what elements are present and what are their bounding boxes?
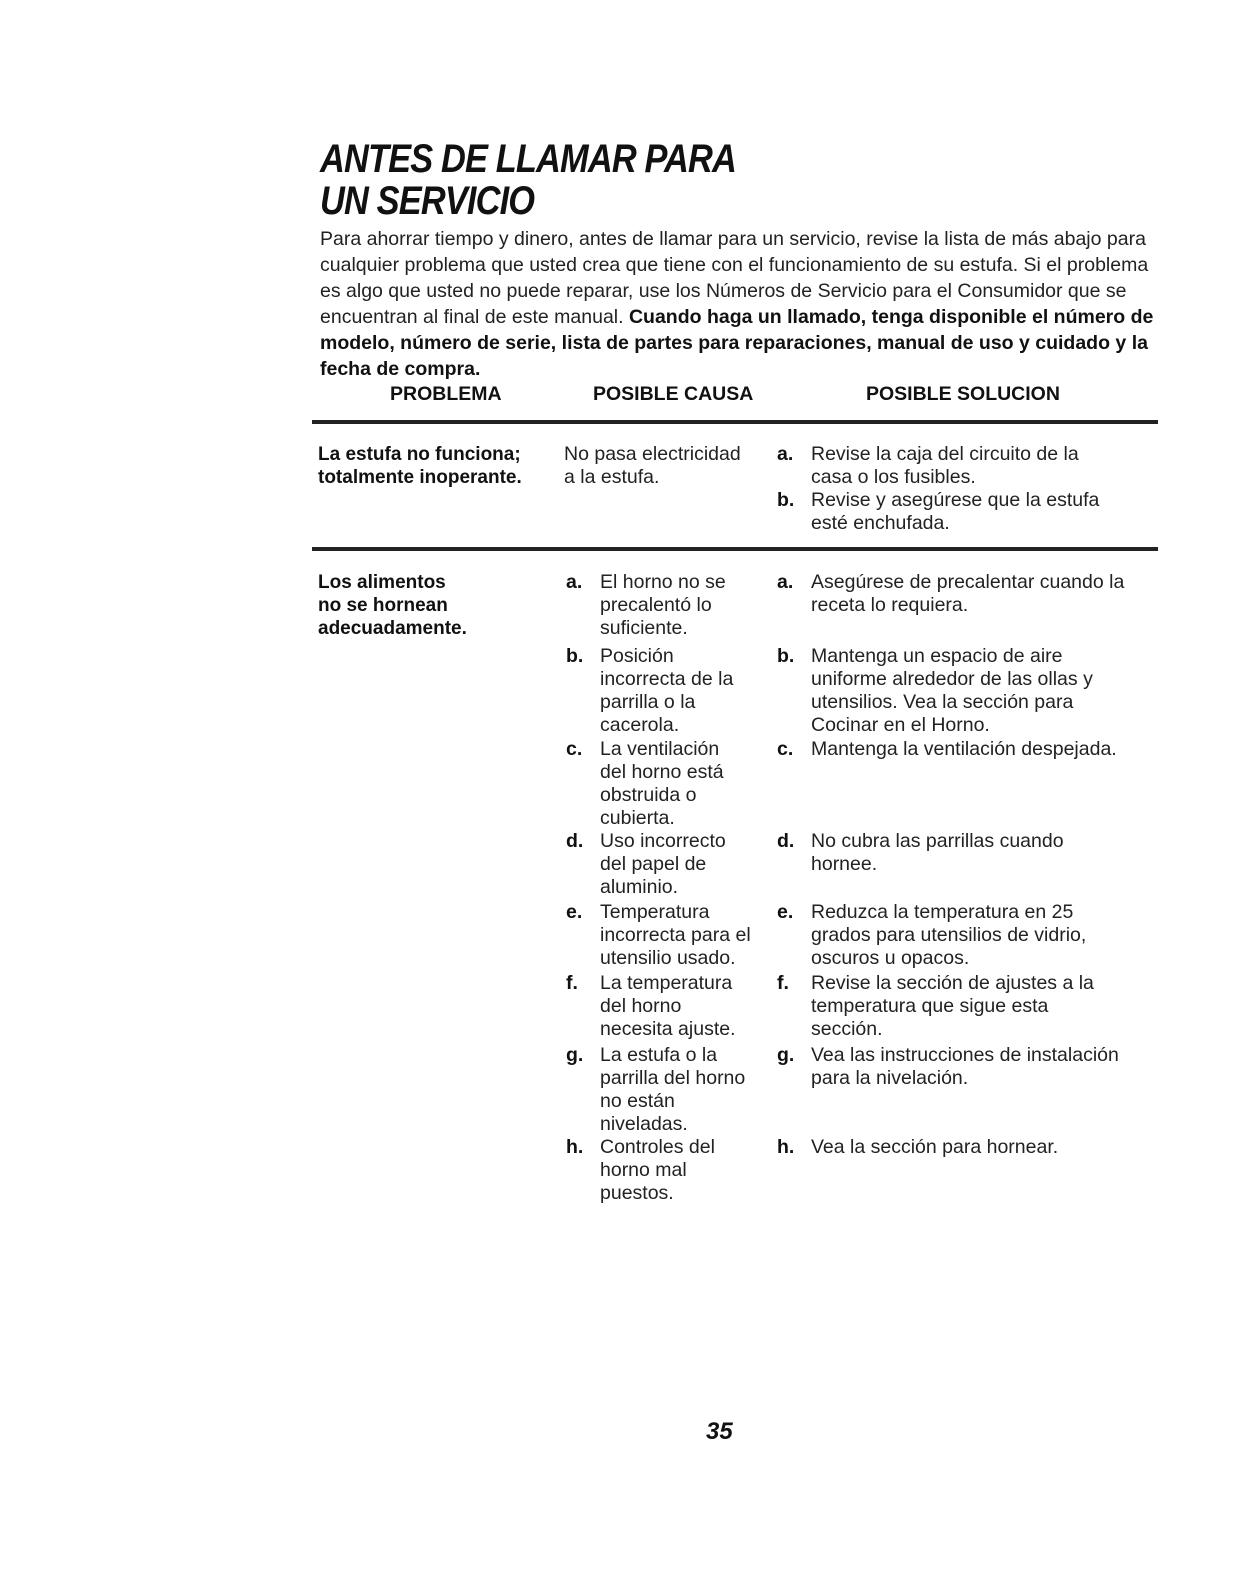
item-letter: h. [777,1136,795,1158]
item-line: Temperatura [600,901,710,923]
row2-solution-f [777,972,1094,1041]
item-line: Controles del [600,1136,715,1158]
item-line: No cubra las parrillas cuando [811,830,1064,852]
item-letter: g. [566,1044,584,1066]
row2-cause-g [566,1044,745,1136]
item-line: Cocinar en el Horno. [811,714,990,736]
item-line: horno mal [600,1159,687,1181]
row2-cause-e [566,901,751,970]
row1-cause-line: a la estufa. [564,466,660,488]
item-line: oscuros u opacos. [811,947,970,969]
item-line: utensilios. Vea la sección para [811,691,1074,713]
item-line: para la nivelación. [811,1067,969,1089]
row2-cause-c [566,738,724,830]
item-letter: c. [777,738,794,760]
item-line: puestos. [600,1182,674,1204]
item-letter: e. [566,901,583,923]
row2-cause-h [566,1136,715,1205]
item-line: hornee. [811,853,878,875]
item-line: niveladas. [600,1113,688,1135]
item-line: Revise la caja del circuito de la [811,443,1079,465]
page-number: 35 [706,1418,733,1445]
item-line: cacerola. [600,714,680,736]
table-top-rule [312,420,1158,424]
item-line: Uso incorrecto [600,830,726,852]
row2-solution-e [777,901,1086,970]
title-line-1: ANTES DE LLAMAR PARA [320,137,736,181]
item-line: parrilla o la [600,691,696,713]
item-letter: f. [566,972,578,994]
item-letter: b. [777,489,795,511]
item-line: necesita ajuste. [600,1018,736,1040]
item-line: Vea la sección para hornear. [811,1136,1059,1158]
item-line: cubierta. [600,807,675,829]
item-line: incorrecta de la [600,668,734,690]
header-solution: POSIBLE SOLUCION [866,383,1060,405]
item-line: utensilio usado. [600,947,736,969]
row2-problem [318,571,467,640]
row2-cause-a [566,571,726,640]
item-line: obstruida o [600,784,697,806]
header-problem: PROBLEMA [390,383,502,405]
row2-cause-d [566,830,726,899]
row2-problem-line: no se hornean [318,595,448,616]
row1-solution-b [777,489,1099,535]
item-line: suficiente. [600,617,688,639]
intro-text: Para ahorrar tiempo y dinero, antes de llamar para un servicio, revise la lista de más abajo para cualquier problema que usted crea que tiene con el funcionamiento de su estufa. Si el problema es algo que usted no puede reparar, use los Números de Servicio para el Consumidor que se encuentran al final de este manual. [320,228,1149,328]
item-letter: f. [777,972,789,994]
row1-problem-line: La estufa no funciona; [318,444,521,465]
item-line: no están [600,1090,675,1112]
item-line: Mantenga un espacio de aire [811,645,1063,667]
item-letter: d. [566,830,584,852]
item-line: Reduzca la temperatura en 25 [811,901,1074,923]
item-line: sección. [811,1018,883,1040]
intro-bold-text: Cuando haga un llamado, tenga disponible el número de modelo, número de serie, lista de partes para reparaciones, manual de uso y cuidado y la fecha de compra. [320,306,1154,380]
row-divider-rule [312,547,1158,551]
item-line: incorrecta para el [600,924,751,946]
item-line: grados para utensilios de vidrio, [811,924,1087,946]
item-line: precalentó lo [600,594,712,616]
row2-solution-a [777,571,1124,617]
item-letter: h. [566,1136,584,1158]
title-line-2: UN SERVICIO [320,179,535,223]
item-line: del papel de [600,853,707,875]
item-line: del horno [600,995,682,1017]
header-cause: POSIBLE CAUSA [593,383,754,405]
item-letter: a. [566,571,583,593]
item-letter: b. [777,645,795,667]
item-letter: e. [777,901,794,923]
item-line: La ventilación [600,738,720,760]
row2-solution-g [777,1044,1119,1090]
item-line: El horno no se [600,571,726,593]
item-letter: b. [566,645,584,667]
item-letter: a. [777,571,794,593]
item-line: receta lo requiera. [811,594,969,616]
row2-problem-line: adecuadamente. [318,618,467,639]
item-line: del horno está [600,761,724,783]
row1-cause-line: No pasa electricidad [564,443,741,465]
row2-problem-line: Los alimentos [318,572,446,593]
item-line: La temperatura [600,972,733,994]
item-line: casa o los fusibles. [811,466,976,488]
row2-solution-d [777,830,1064,876]
item-line: parrilla del horno [600,1067,746,1089]
row1-solution-a [777,443,1079,489]
row2-solution-c [777,738,1117,761]
item-line: Asegúrese de precalentar cuando la [811,571,1125,593]
item-letter: a. [777,443,794,465]
item-line: Revise y asegúrese que la estufa [811,489,1100,511]
item-line: Mantenga la ventilación despejada. [811,738,1117,760]
item-line: Revise la sección de ajustes a la [811,972,1094,994]
item-letter: c. [566,738,583,760]
row2-solution-b [777,645,1093,737]
item-line: Vea las instrucciones de instalación [811,1044,1119,1066]
item-line: temperatura que sigue esta [811,995,1049,1017]
row2-solution-h [777,1136,1058,1159]
row1-cause [564,443,741,489]
item-line: uniforme alrededor de las ollas y [811,668,1093,690]
item-letter: g. [777,1044,795,1066]
item-line: esté enchufada. [811,512,950,534]
row1-problem-line: totalmente inoperante. [318,467,522,488]
row1-problem [318,443,522,489]
item-line: aluminio. [600,876,679,898]
intro-paragraph [320,226,1170,382]
item-letter: d. [777,830,795,852]
row2-cause-b [566,645,733,737]
page-title [320,138,736,222]
item-line: Posición [600,645,674,667]
row2-cause-f [566,972,736,1041]
item-line: La estufa o la [600,1044,718,1066]
